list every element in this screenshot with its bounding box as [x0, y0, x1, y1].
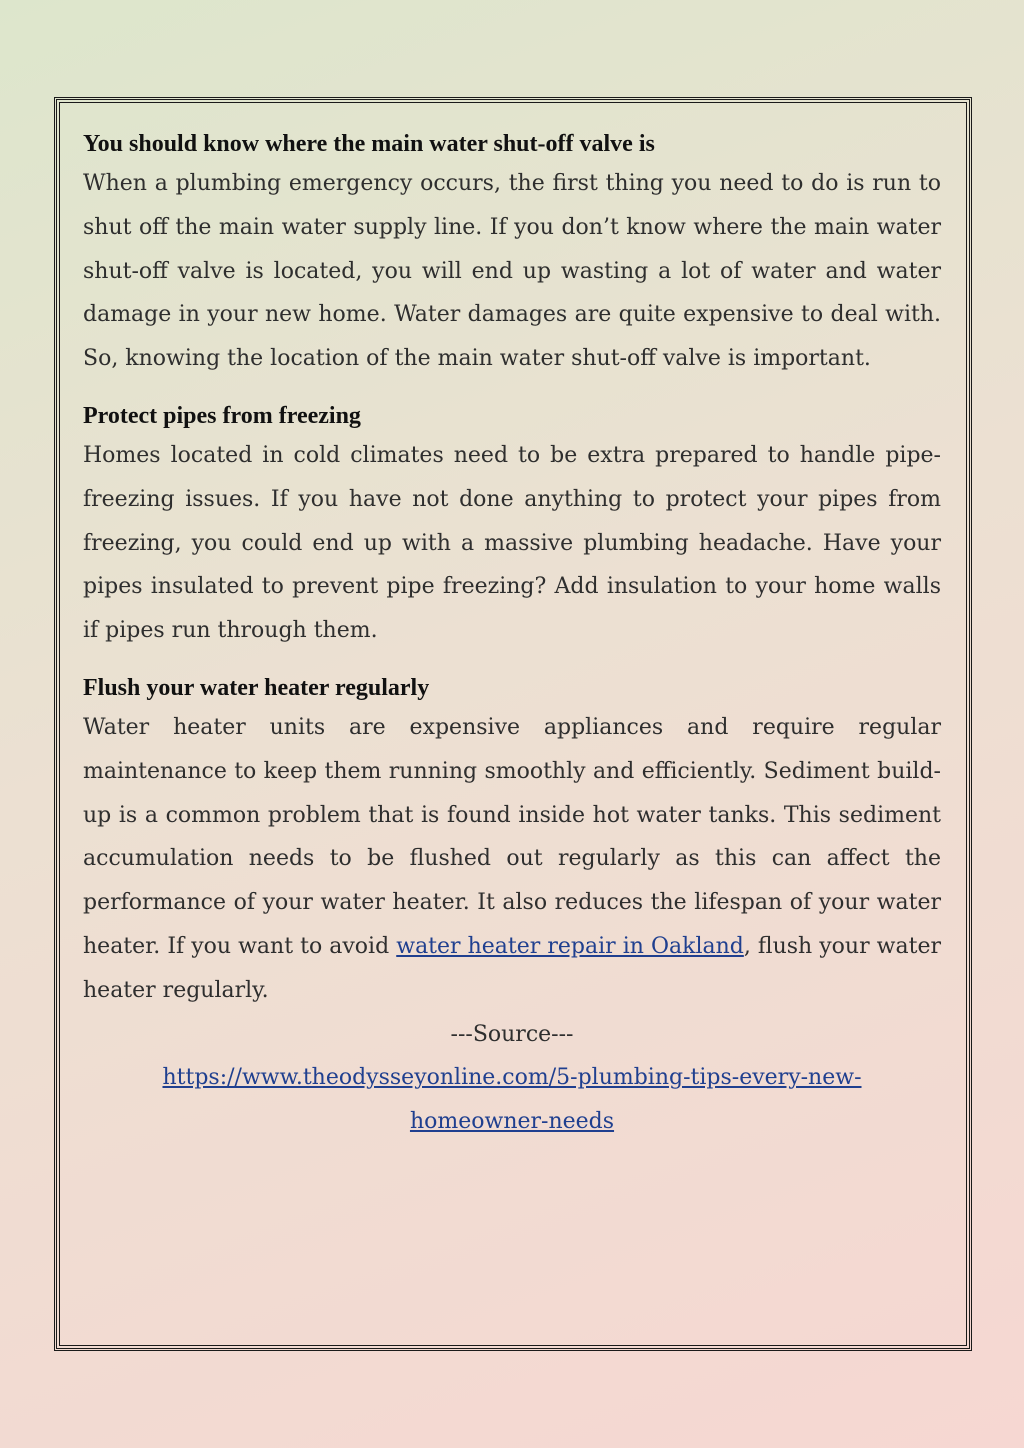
- source-url-line-2: homeowner-needs: [409, 1109, 615, 1135]
- source-url-link[interactable]: [83, 1056, 941, 1144]
- body-text-after-link: , flush your water heater regularly.: [83, 933, 941, 1003]
- section-heading: You should know where the main water shut-off valve is: [83, 131, 655, 157]
- body-text-before-link: Water heater units are expensive appliances and require regular maintenance to keep them running smoothly and efficiently. Sediment build-up is a common problem that is found inside hot water tanks. This sediment accumulation needs to be flushed out regularly as this can affect the performance of your water heater. It also reduces the lifespan of your water heater. If you want to avoid: [83, 714, 941, 959]
- source-url-line-1: https://www.theodysseyonline.com/5-plumbing-tips-every-new-: [162, 1065, 862, 1091]
- section-shutoff-valve: [83, 126, 941, 381]
- section-body: Homes located in cold climates need to be extra prepared to handle pipe-freezing issues. If you have not done anything to protect your pipes from freezing, you could end up with a massive plumbing headache. Have your pipes insulated to prevent pipe freezing? Add insulation to your home walls if pipes run through them.: [83, 442, 941, 644]
- section-water-heater: [83, 670, 941, 1013]
- section-body: [83, 706, 941, 1013]
- section-heading: Protect pipes from freezing: [83, 402, 361, 429]
- section-body: When a plumbing emergency occurs, the first thing you need to do is run to shut off the main water supply line. If you don’t know where the main water shut-off valve is located, you will end up wasting a lot of water and water damage in your new home. Water damages are quite expensive to deal with. So, knowing the location of the main water shut-off valve is important.: [83, 171, 941, 372]
- section-heading: Flush your water heater regularly: [83, 674, 430, 701]
- source-label: ---Source---: [450, 1021, 574, 1047]
- section-freezing-pipes: [83, 398, 941, 653]
- water-heater-repair-link[interactable]: water heater repair in Oakland: [396, 933, 744, 959]
- article-content: [83, 126, 941, 1144]
